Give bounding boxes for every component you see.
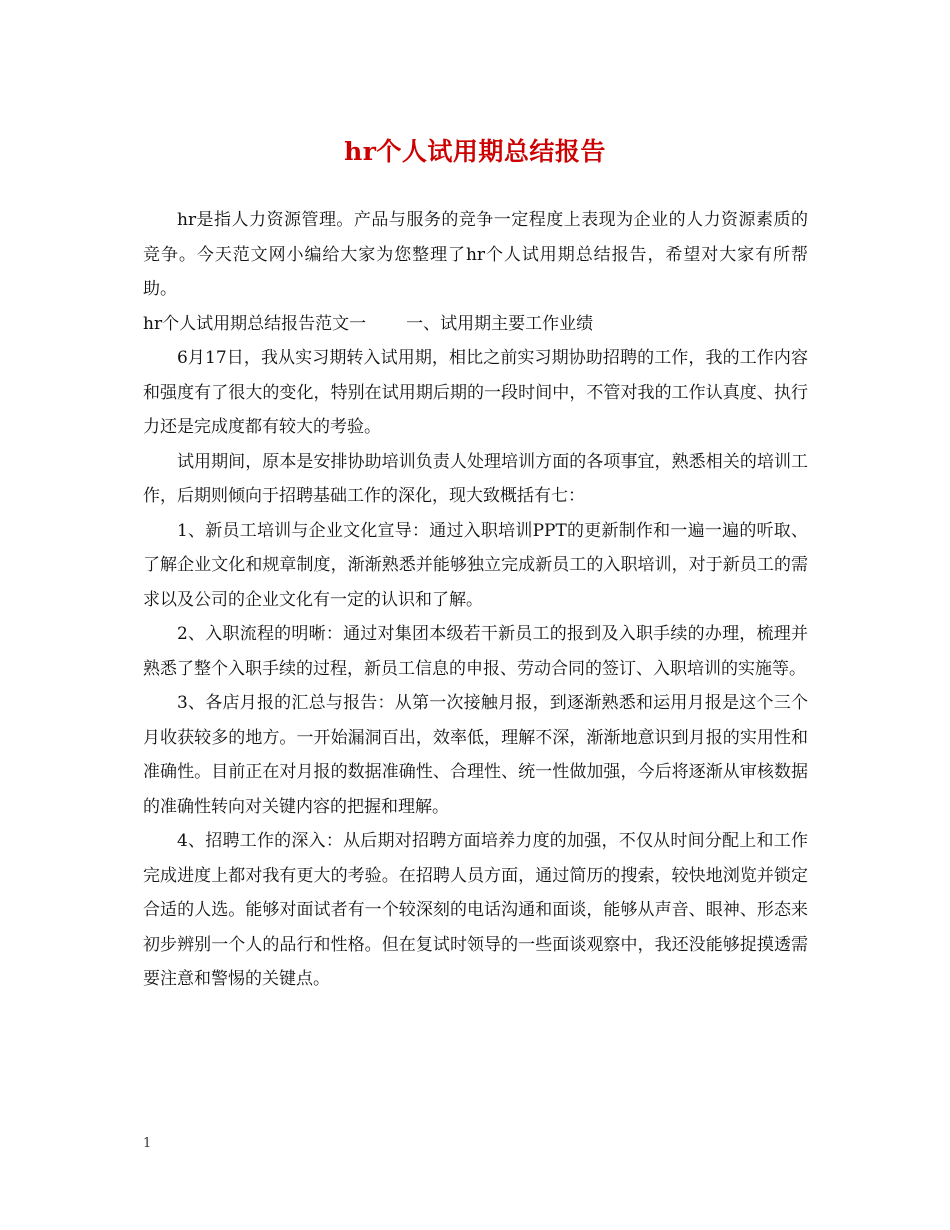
paragraph-item-4: 4、招聘工作的深入：从后期对招聘方面培养力度的加强，不仅从时间分配上和工作完成进度上都对我有更大的考验。在招聘人员方面，通过简历的搜索，较快地浏览并锁定合适的人选。能够对面试者有一个较深刻的电话沟通和面谈，能够从声音、眼神、形态来初步辨别一个人的品行和性格。但在复试时领导的一些面谈观察中，我还没能够捉摸透需要注意和警惕的关键点。 xyxy=(143,831,808,989)
section-heading-right: 一、试用期主要工作业绩 xyxy=(406,313,594,334)
document-body xyxy=(143,203,808,997)
paragraph-overview: 试用期间，原本是安排协助培训负责人处理培训方面的各项事宜，熟悉相关的培训工作，后期则倾向于招聘基础工作的深化，现大致概括有七： xyxy=(143,451,808,506)
section-heading-left: hr个人试用期总结报告范文一 xyxy=(143,313,367,334)
paragraph-item-2: 2、入职流程的明晰：通过对集团本级若干新员工的报到及入职手续的办理，梳理并熟悉了整个入职手续的过程，新员工信息的申报、劳动合同的签订、入职培训的实施等。 xyxy=(143,624,808,679)
paragraph-item-3: 3、各店月报的汇总与报告：从第一次接触月报，到逐渐熟悉和运用月报是这个三个月收获较多的地方。一开始漏洞百出，效率低，理解不深，渐渐地意识到月报的实用性和准确性。目前正在对月报的数据准确性、合理性、统一性做加强，今后将逐渐从审核数据的准确性转向对关键内容的把握和理解。 xyxy=(143,693,808,817)
document-title: hr个人试用期总结报告 xyxy=(344,137,606,166)
page-number: 1 xyxy=(143,1136,152,1151)
intro-paragraph: hr是指人力资源管理。产品与服务的竞争一定程度上表现为企业的人力资源素质的竞争。今天范文网小编给大家为您整理了hr个人试用期总结报告，希望对大家有所帮助。 xyxy=(143,210,808,299)
section-heading-line xyxy=(143,307,808,342)
paragraph-item-1: 1、新员工培训与企业文化宣导：通过入职培训PPT的更新制作和一遍一遍的听取、了解企业文化和规章制度，渐渐熟悉并能够独立完成新员工的入职培训，对于新员工的需求以及公司的企业文化有一定的认识和了解。 xyxy=(143,520,808,610)
paragraph-transition: 6月17日，我从实习期转入试用期，相比之前实习期协助招聘的工作，我的工作内容和强度有了很大的变化，特别在试用期后期的一段时间中，不管对我的工作认真度、执行力还是完成度都有较大的考验。 xyxy=(143,348,808,437)
